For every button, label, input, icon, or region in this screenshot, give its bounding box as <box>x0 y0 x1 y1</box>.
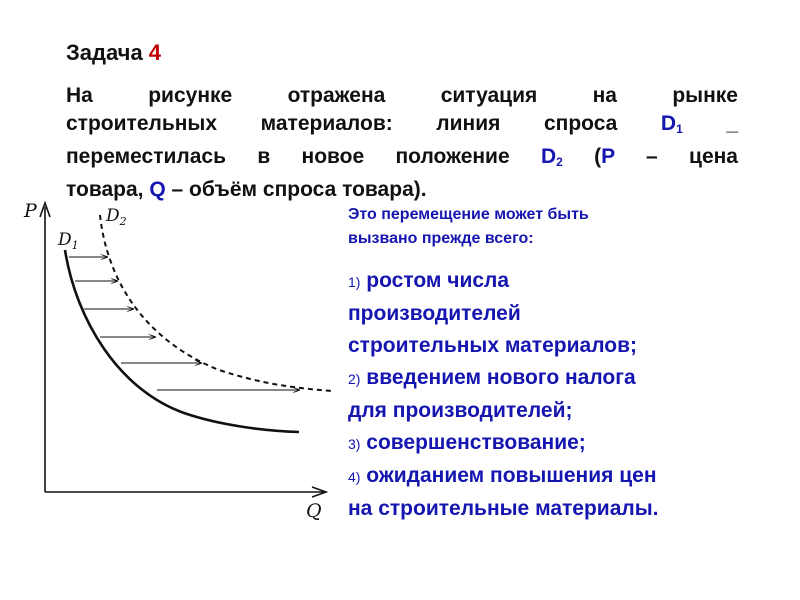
option-number: 1) <box>348 274 361 290</box>
option-text: строительных материалов; <box>348 334 637 357</box>
d1-label: $D_1$ <box>58 230 79 252</box>
option-text: производителей <box>348 302 521 325</box>
d1-subscript: 1 <box>676 122 683 136</box>
option-2 <box>348 362 768 427</box>
option-text: совершенствование; <box>360 431 586 454</box>
problem-text: _ <box>682 112 738 135</box>
option-number: 2) <box>348 371 361 387</box>
problem-statement <box>66 82 738 204</box>
option-number: 4) <box>348 469 361 485</box>
problem-text: товара, <box>66 178 150 201</box>
option-text: ростом числа <box>360 269 510 292</box>
option-text: на строительные материалы. <box>348 497 659 520</box>
demand-shift-graph <box>14 195 344 525</box>
q-ref: Q <box>149 178 166 201</box>
option-number: 3) <box>348 436 361 452</box>
problem-text: – цена <box>614 145 738 168</box>
problem-line-2 <box>66 110 738 143</box>
problem-line-1: На рисунке отражена ситуация на рынке <box>66 84 738 107</box>
task-title-label: Задача <box>66 40 143 65</box>
option-3 <box>348 427 768 460</box>
answer-intro-line: Это перемещение может быть <box>348 206 589 223</box>
p-ref: P <box>601 145 615 168</box>
d2-letter: D <box>540 145 557 168</box>
answer-intro-line: вызвано прежде всего: <box>348 230 534 247</box>
d2-label: $D_2$ <box>106 206 127 228</box>
task-title <box>66 40 161 66</box>
problem-text: – объём спроса товара). <box>165 178 427 201</box>
option-text: для производителей; <box>348 399 573 422</box>
problem-line-3 <box>66 143 738 176</box>
d1-curve <box>65 250 299 432</box>
task-number: 4 <box>148 40 161 65</box>
q-axis-label: Q <box>306 500 322 522</box>
d2-ref <box>541 145 563 168</box>
option-text: введением нового налога <box>360 366 636 389</box>
d1-ref <box>661 112 683 135</box>
d2-curve <box>100 215 332 391</box>
problem-text: переместилась в новое положение <box>66 145 541 168</box>
d1-letter: D <box>660 112 677 135</box>
answer-panel <box>348 203 768 525</box>
answer-intro <box>348 203 768 251</box>
option-1 <box>348 265 768 362</box>
option-4 <box>348 460 768 525</box>
option-text: ожиданием повышения цен <box>360 464 657 487</box>
problem-text: строительных материалов: линия спроса <box>66 112 661 135</box>
answer-options <box>348 265 768 525</box>
problem-text: ( <box>562 145 602 168</box>
p-axis-label: P <box>24 200 37 222</box>
d2-subscript: 2 <box>556 155 563 169</box>
